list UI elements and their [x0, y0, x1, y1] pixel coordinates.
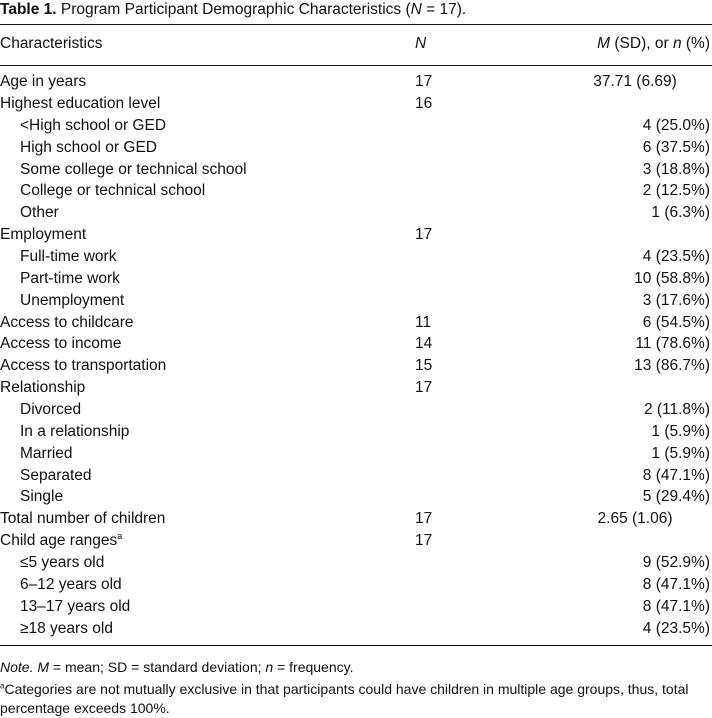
table-row [0, 93, 712, 115]
table-note [0, 658, 353, 676]
row-value: 5 (29.4%) [642, 488, 710, 505]
row-value: 1 (5.9%) [651, 423, 710, 440]
row-value: 2 (11.8%) [643, 401, 710, 418]
table-row [0, 443, 712, 465]
row-n: 11 [415, 314, 432, 331]
row-value: 4 (25.0%) [642, 117, 710, 134]
row-n: 15 [415, 357, 433, 374]
table-footnote [0, 680, 712, 718]
column-header-n-italic: n [672, 35, 682, 52]
row-value: 37.71 (6.69) [593, 73, 677, 90]
row-value: 4 (23.5%) [642, 620, 710, 637]
note-prefix: Note. [0, 659, 34, 675]
row-n: 17 [415, 73, 433, 90]
table-row [0, 530, 712, 552]
table-row [0, 618, 712, 640]
row-label: <High school or GED [20, 117, 167, 134]
row-label: 6–12 years old [20, 576, 122, 593]
row-label: ≤5 years old [20, 554, 105, 571]
table-row [0, 202, 712, 224]
row-value: 9 (52.9%) [642, 554, 710, 571]
row-value: 3 (17.6%) [642, 292, 710, 309]
row-n: 17 [415, 226, 433, 243]
table-row [0, 377, 712, 399]
row-value: 8 (47.1%) [642, 576, 710, 593]
table-row [0, 71, 712, 93]
row-value: 4 (23.5%) [642, 248, 710, 265]
table-row [0, 508, 712, 530]
row-label: In a relationship [20, 423, 130, 440]
header-rule [0, 65, 712, 66]
column-header-n: N [415, 35, 427, 52]
column-header-characteristics: Characteristics [0, 35, 103, 52]
row-label: Part-time work [20, 270, 120, 287]
table-row [0, 115, 712, 137]
table-title-post: = 17). [421, 1, 467, 18]
row-value: 8 (47.1%) [642, 467, 710, 484]
row-label: High school or GED [20, 139, 157, 156]
row-value: 10 (58.8%) [634, 270, 710, 287]
row-n: 17 [415, 532, 433, 549]
row-value: 2 (12.5%) [642, 182, 710, 199]
table-row [0, 465, 712, 487]
note-n: n [265, 659, 274, 675]
row-label: Access to transportation [0, 357, 167, 374]
row-value: 3 (18.8%) [642, 161, 710, 178]
row-label: Unemployment [20, 292, 125, 309]
table-title [0, 0, 466, 20]
table-title-n: N [410, 1, 422, 18]
row-label: Age in years [0, 73, 87, 90]
row-label: Married [20, 445, 73, 462]
column-header-sd: (SD), or [610, 35, 673, 52]
footnote-marker: a [117, 530, 123, 541]
bottom-rule [0, 645, 712, 646]
row-label: Access to childcare [0, 314, 134, 331]
table-row [0, 399, 712, 421]
row-label: Employment [0, 226, 87, 243]
top-rule [0, 24, 712, 25]
row-value: 2.65 (1.06) [597, 510, 673, 527]
row-label: Full-time work [20, 248, 117, 265]
row-label: Single [20, 488, 64, 505]
table-row [0, 333, 712, 355]
row-label: Access to income [0, 335, 122, 352]
table-row [0, 355, 712, 377]
table-label: Table 1. [0, 1, 57, 18]
table-row [0, 596, 712, 618]
column-header-row [0, 33, 712, 55]
row-label: Highest education level [0, 95, 161, 112]
note-m: M [37, 659, 50, 675]
table-row [0, 246, 712, 268]
footnote-text: Categories are not mutually exclusive in that participants could have children in multiple age groups, thus, total percentage exceeds 100%. [0, 681, 689, 716]
row-n: 17 [415, 510, 433, 527]
row-n: 16 [415, 95, 433, 112]
row-value: 13 (86.7%) [634, 357, 710, 374]
row-value: 1 (6.3%) [651, 204, 710, 221]
table-row [0, 180, 712, 202]
row-label: College or technical school [20, 182, 206, 199]
table-row [0, 421, 712, 443]
row-value: 6 (37.5%) [642, 139, 710, 156]
note-n-def: = frequency. [273, 659, 354, 675]
row-n: 17 [415, 379, 433, 396]
row-label: Divorced [20, 401, 82, 418]
row-label: ≥18 years old [20, 620, 113, 637]
row-label: Other [20, 204, 59, 221]
row-label: Relationship [0, 379, 86, 396]
row-label: Child age ranges [0, 532, 118, 549]
table-row [0, 268, 712, 290]
table-row [0, 290, 712, 312]
table-row [0, 552, 712, 574]
row-label: Total number of children [0, 510, 166, 527]
table-title-pre: Program Participant Demographic Characteristics ( [60, 1, 411, 18]
footnote-marker: a [0, 681, 5, 691]
table-row [0, 312, 712, 334]
table-row [0, 224, 712, 246]
row-value: 8 (47.1%) [642, 598, 710, 615]
row-label-with-sup [0, 530, 122, 552]
row-label: Separated [20, 467, 92, 484]
column-header-pct: (%) [681, 35, 710, 52]
row-label: Some college or technical school [20, 161, 247, 178]
table-row [0, 159, 712, 181]
table-row [0, 137, 712, 159]
row-value: 6 (54.5%) [642, 314, 710, 331]
column-header-m: M [597, 35, 611, 52]
note-m-def: = mean; SD = standard deviation; [49, 659, 266, 675]
table-row [0, 486, 712, 508]
row-label: 13–17 years old [20, 598, 131, 615]
column-header-statistic [597, 33, 710, 55]
row-value: 11 (78.6%) [635, 335, 710, 352]
row-value: 1 (5.9%) [651, 445, 710, 462]
table-row [0, 574, 712, 596]
row-n: 14 [415, 335, 433, 352]
